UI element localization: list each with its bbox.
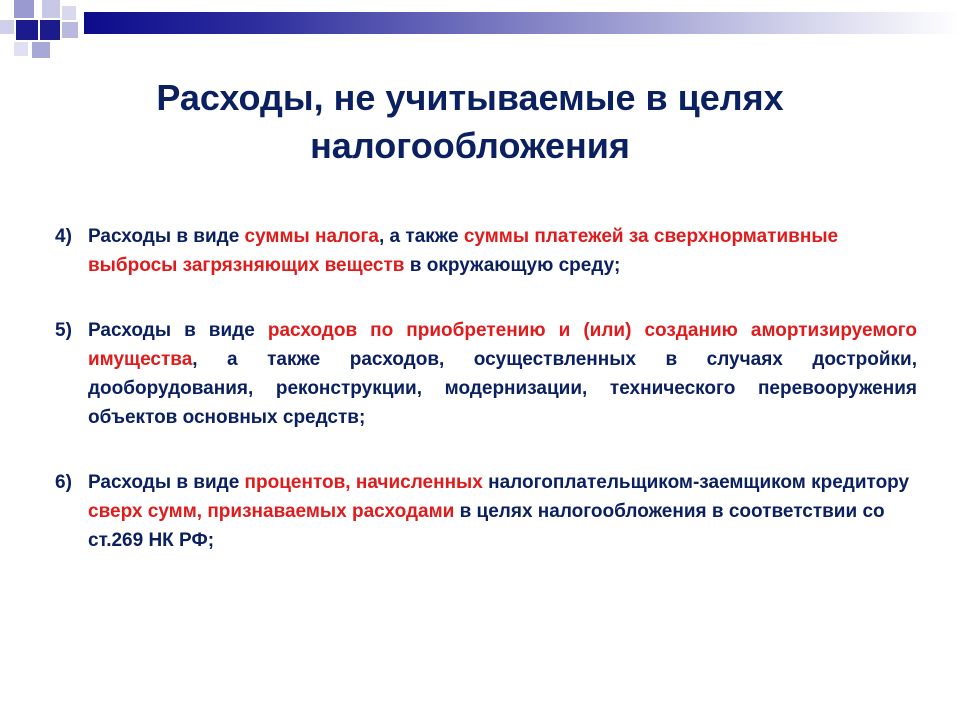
- item-text-segment: налогоплательщиком-заемщиком кредитору: [482, 472, 910, 493]
- highlighted-text: процентов, начисленных: [244, 472, 483, 493]
- highlighted-text: сверх сумм, признаваемых расходами: [88, 501, 455, 522]
- corner-squares-decoration: [0, 0, 80, 60]
- title-line-1: Расходы, не учитываемые в целях: [156, 77, 784, 118]
- item-number: 4): [55, 226, 72, 247]
- item-text-segment: Расходы в виде: [88, 472, 245, 493]
- highlighted-text: расходов по приобретению и (или) созданию амортизируемого имущества: [88, 320, 917, 370]
- item-text-segment: Расходы в виде: [88, 320, 268, 341]
- title-line-2: налогообложения: [310, 125, 630, 166]
- item-number: 5): [55, 320, 72, 341]
- item-text-segment: Расходы в виде: [88, 226, 245, 247]
- item-text: [88, 222, 917, 280]
- item-text-segment: , а также: [379, 226, 464, 247]
- list-item: [55, 468, 917, 555]
- item-text: [88, 316, 917, 432]
- header-gradient-bar: [84, 12, 960, 34]
- highlighted-text: суммы платежей за сверхнормативные выбросы загрязняющих веществ: [88, 226, 839, 276]
- expense-list: [55, 222, 917, 591]
- list-item: [55, 316, 917, 432]
- highlighted-text: суммы налога: [244, 226, 379, 247]
- slide-title: [60, 74, 880, 170]
- item-number: 6): [55, 472, 72, 493]
- item-text-segment: в окружающую среду;: [404, 255, 621, 276]
- item-text-segment: в целях налогообложения в соответствии со ст.269 НК РФ;: [88, 501, 885, 551]
- item-text: [88, 468, 917, 555]
- item-text-segment: , а также расходов, осуществленных в случаях достройки, дооборудования, реконструкции, модернизации, технического перевооружения объектов основных средств;: [88, 349, 917, 428]
- list-item: [55, 222, 917, 280]
